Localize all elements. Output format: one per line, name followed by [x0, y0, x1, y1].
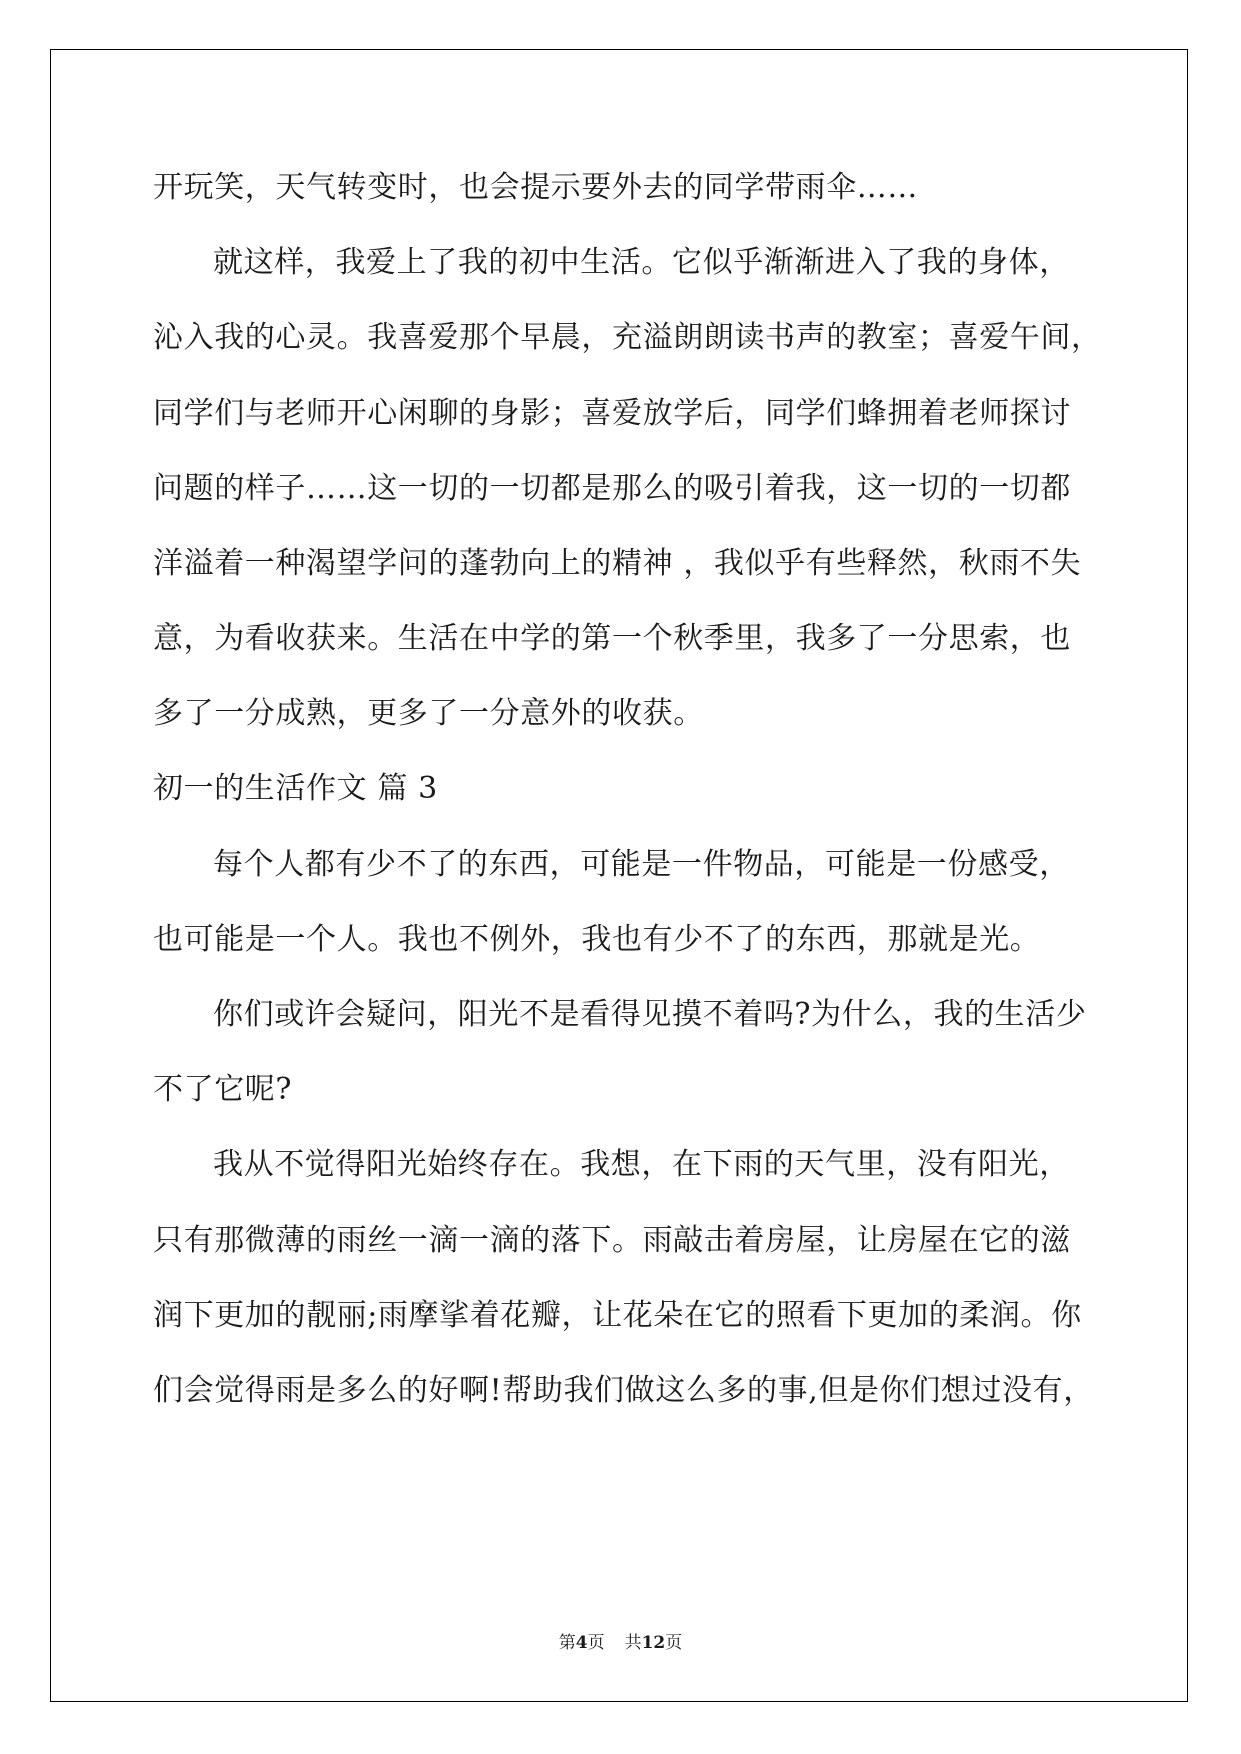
page-prefix: 第	[558, 1633, 576, 1653]
paragraph-line: 开玩笑，天气转变时，也会提示要外去的同学带雨伞……	[153, 170, 918, 205]
total-suffix: 页	[665, 1633, 683, 1653]
page-suffix: 页	[587, 1633, 605, 1653]
paragraph-line: 多了一分成熟，更多了一分意外的收获。	[153, 696, 704, 731]
paragraph-line: 我从不觉得阳光始终存在。我想，在下雨的天气里，没有阳光，	[213, 1147, 1070, 1182]
paragraph-line: 润下更加的靓丽;雨摩挲着花瓣，让花朵在它的照看下更加的柔润。你	[153, 1298, 1082, 1333]
paragraph-line: 只有那微薄的雨丝一滴一滴的落下。雨敲击着房屋，让房屋在它的滋	[153, 1223, 1071, 1258]
paragraph-line: 同学们与老师开心闲聊的身影；喜爱放学后，同学们蜂拥着老师探讨	[153, 396, 1071, 431]
paragraph-line: 问题的样子……这一切的一切都是那么的吸引着我，这一切的一切都	[153, 471, 1071, 506]
paragraph-line: 沁入我的心灵。我喜爱那个早晨，充溢朗朗读书声的教室；喜爱午间，	[153, 320, 1102, 355]
paragraph-line: 你们或许会疑问，阳光不是看得见摸不着吗?为什么，我的生活少	[213, 997, 1087, 1032]
paragraph-line: 们会觉得雨是多么的好啊!帮助我们做这么多的事,但是你们想过没有，	[153, 1373, 1094, 1408]
paragraph-line: 不了它呢?	[153, 1072, 293, 1107]
paragraph-line: 洋溢着一种渴望学问的蓬勃向上的精神 ，我似乎有些释然，秋雨不失	[153, 546, 1082, 581]
total-pages: 12	[641, 1633, 666, 1653]
paragraph-line: 也可能是一个人。我也不例外，我也有少不了的东西，那就是光。	[153, 922, 1041, 957]
paragraph-line: 意，为看收获来。生活在中学的第一个秋季里，我多了一分思索，也	[153, 621, 1071, 656]
total-prefix: 共	[624, 1633, 642, 1653]
paragraph-line: 每个人都有少不了的东西，可能是一件物品，可能是一份感受，	[213, 847, 1070, 882]
page-footer	[0, 1628, 1241, 1653]
paragraph-line: 就这样，我爱上了我的初中生活。它似乎渐渐进入了我的身体，	[213, 245, 1070, 280]
section-heading: 初一的生活作文 篇 3	[153, 771, 438, 806]
page-number: 4	[575, 1633, 588, 1653]
